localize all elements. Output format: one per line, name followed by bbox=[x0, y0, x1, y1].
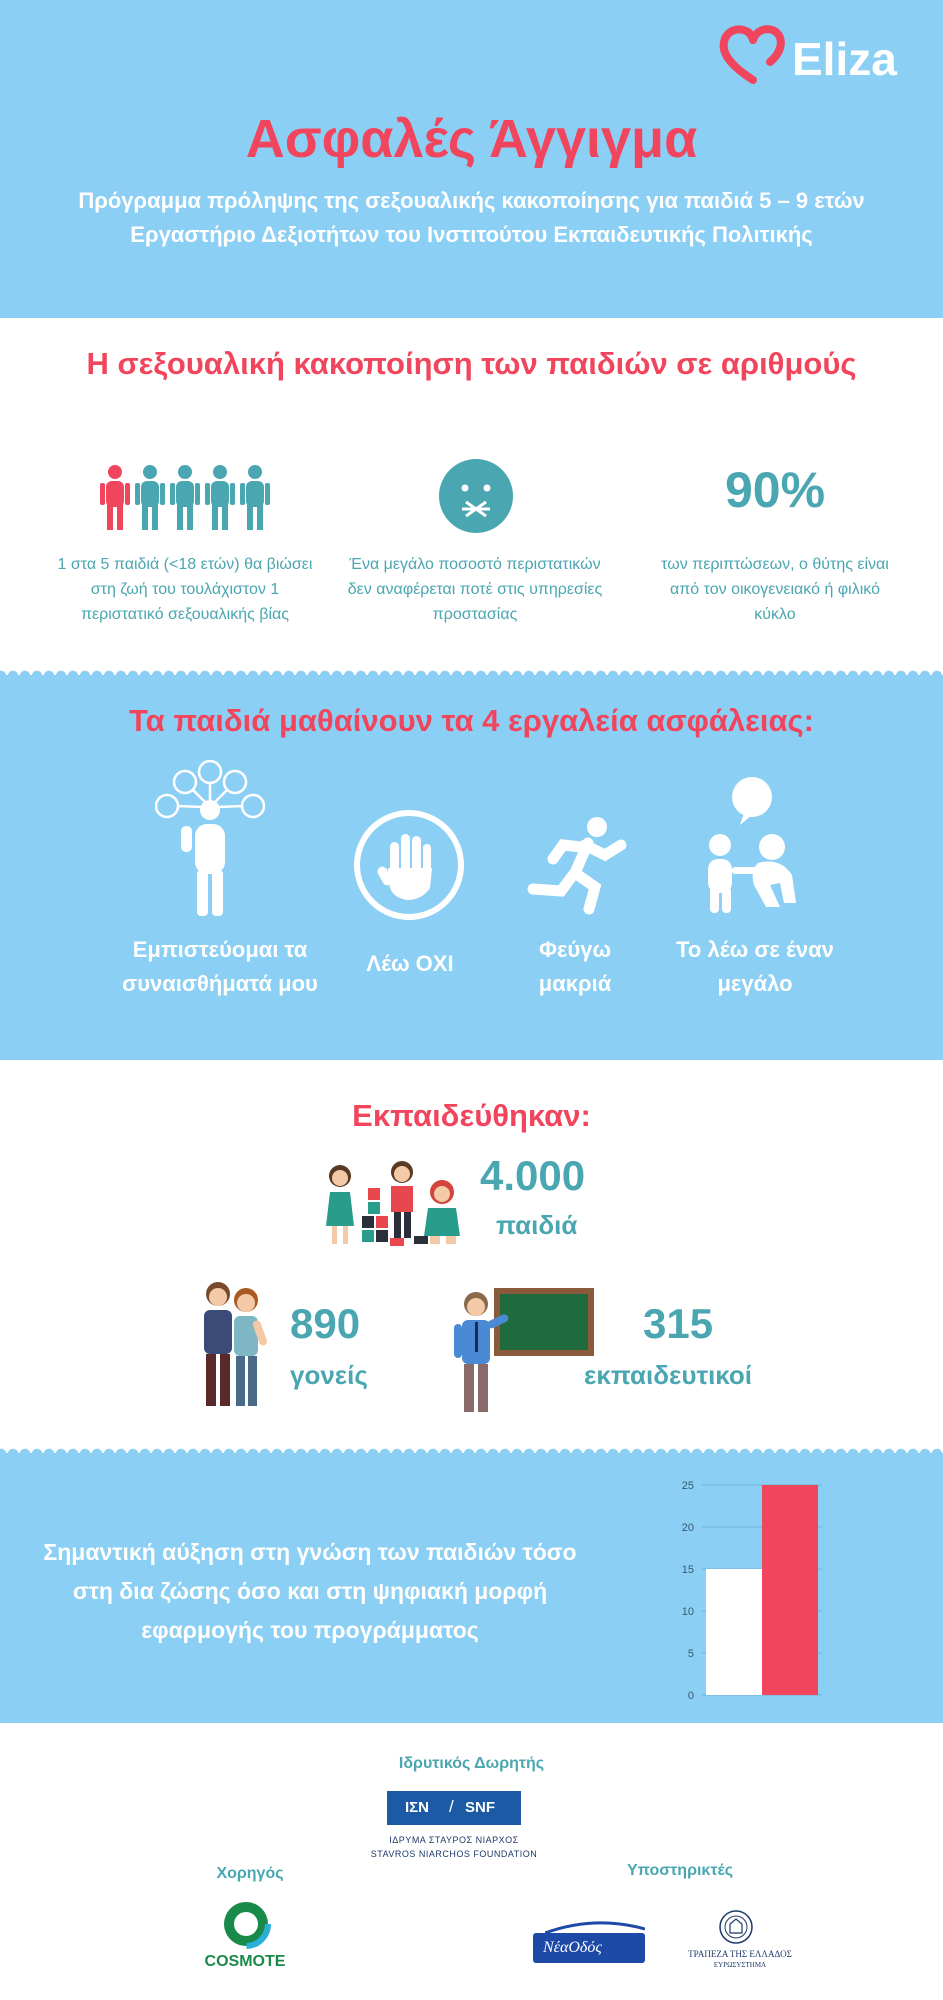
children-label: παιδιά bbox=[496, 1210, 578, 1240]
stat-three-value: 90% bbox=[724, 462, 826, 518]
bank-line-1: ΤΡΑΠΕΖΑ ΤΗΣ ΕΛΛΑΔΟΣ bbox=[688, 1949, 792, 1959]
result-text: Σημαντική αύξηση στη γνώση των παιδιών τόσο στη δια ζώσης όσο και στη ψηφιακή μορφή εφαρμογής του προγράμματος bbox=[43, 1539, 577, 1643]
result-section bbox=[0, 1453, 943, 1723]
subtitle-line-1: Πρόγραμμα πρόληψης της σεξουαλικής κακοποίησης για παιδιά 5 – 9 ετών bbox=[78, 188, 865, 213]
eliza-logo bbox=[718, 18, 908, 88]
chart-bar bbox=[762, 1485, 818, 1695]
bank-line-2: ΕΥΡΩΣΥΣΤΗΜΑ bbox=[713, 1961, 767, 1969]
sponsor-label: Χορηγός bbox=[216, 1865, 284, 1882]
tool-run-away: Φεύγω μακριά bbox=[538, 937, 612, 996]
neaodos-text: ΝέαΟδός bbox=[543, 1939, 602, 1956]
heart-logo-icon bbox=[718, 18, 788, 88]
numbers-heading: Η σεξουαλική κακοποίηση των παιδιών σε αριθμούς bbox=[86, 346, 857, 381]
stat-one-text: 1 στα 5 παιδιά (<18 ετών) θα βιώσει στη ζωή του τουλάχιστον 1 περιστατικό σεξουαλικής βίας bbox=[57, 556, 313, 623]
tool-tell-adult: Το λέω σε έναν μεγάλο bbox=[676, 937, 834, 996]
tool-trust-feelings: Εμπιστεύομαι τα συναισθήματά μου bbox=[122, 937, 318, 996]
chart-y-tick-label: 5 bbox=[687, 1648, 694, 1660]
numbers-section bbox=[0, 318, 943, 675]
parents-label: γονείς bbox=[290, 1360, 368, 1390]
snf-line-1: ΙΔΡΥΜΑ ΣΤΑΥΡΟΣ ΝΙΑΡΧΟΣ bbox=[389, 1835, 519, 1845]
chart-y-tick-label: 25 bbox=[681, 1480, 694, 1492]
stat-three-text: των περιπτώσεων, ο θύτης είναι από τον οικογενειακό ή φιλικό κύκλο bbox=[661, 556, 889, 623]
bank-of-greece-seal-icon bbox=[718, 1909, 754, 1945]
parents-count: 890 bbox=[290, 1300, 361, 1347]
trained-section bbox=[0, 1060, 943, 1453]
tool-say-no: Λέω ΟΧΙ bbox=[366, 951, 454, 976]
tell-adult-icon bbox=[700, 775, 810, 915]
snf-logo: ΙΣΝ / SNF bbox=[387, 1791, 521, 1825]
chart-y-tick-label: 15 bbox=[681, 1564, 694, 1576]
logo-text: Eliza bbox=[792, 33, 897, 85]
chart-y-tick-label: 20 bbox=[681, 1522, 694, 1534]
founding-donor-label: Ιδρυτικός Δωρητής bbox=[398, 1755, 545, 1772]
muted-face-icon bbox=[438, 458, 514, 534]
knowledge-chart bbox=[672, 1473, 852, 1703]
tools-heading: Τα παιδιά μαθαίνουν τα 4 εργαλεία ασφάλειας: bbox=[129, 703, 814, 738]
parents-icon bbox=[190, 1278, 280, 1410]
supporters-label: Υποστηρικτές bbox=[626, 1862, 734, 1879]
teachers-label: εκπαιδευτικοί bbox=[584, 1360, 753, 1390]
children-playing-icon bbox=[318, 1156, 468, 1252]
tools-section bbox=[0, 675, 943, 1060]
header-section bbox=[0, 0, 943, 318]
stat-two-text: Ένα μεγάλο ποσοστό περιστατικών δεν αναφέρεται ποτέ στις υπηρεσίες προστασίας bbox=[347, 556, 603, 623]
teacher-icon bbox=[448, 1286, 598, 1416]
running-person-icon bbox=[525, 815, 630, 915]
children-count: 4.000 bbox=[480, 1152, 586, 1199]
chart-bar bbox=[706, 1569, 762, 1695]
page-title: Ασφαλές Άγγιγμα bbox=[245, 109, 698, 169]
trained-heading: Εκπαιδεύθηκαν: bbox=[352, 1098, 591, 1133]
neaodos-swoosh-icon bbox=[545, 1919, 645, 1935]
footer-section bbox=[0, 1723, 943, 2000]
snf-logo-right: SNF bbox=[465, 1799, 495, 1816]
stop-hand-icon bbox=[352, 808, 466, 922]
people-icon bbox=[95, 464, 275, 534]
feelings-icon bbox=[155, 760, 265, 920]
chart-y-tick-label: 0 bbox=[687, 1690, 694, 1702]
chart-y-tick-label: 10 bbox=[681, 1606, 694, 1618]
cosmote-logo-icon bbox=[220, 1898, 272, 1950]
neaodos-logo bbox=[533, 1933, 645, 1963]
snf-logo-left: ΙΣΝ bbox=[405, 1799, 430, 1816]
cosmote-text: COSMOTE bbox=[204, 1953, 286, 1970]
subtitle-line-2: Εργαστήριο Δεξιοτήτων του Ινστιτούτου Εκπαιδευτικής Πολιτικής bbox=[130, 222, 813, 247]
teachers-count: 315 bbox=[643, 1300, 714, 1347]
snf-line-2: STAVROS NIARCHOS FOUNDATION bbox=[370, 1849, 538, 1859]
